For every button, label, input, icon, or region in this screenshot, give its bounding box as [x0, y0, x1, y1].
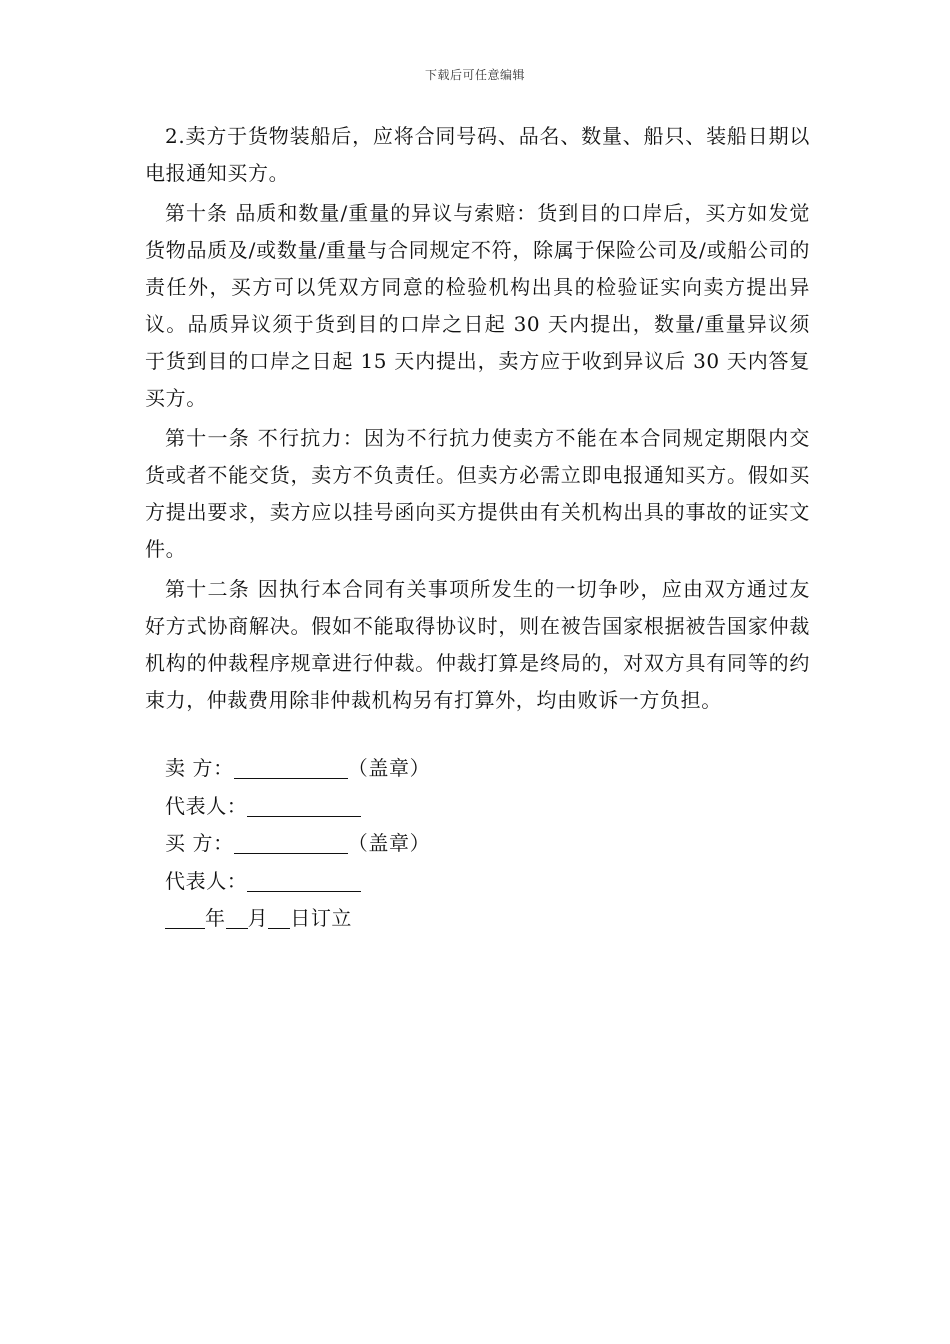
date-line [165, 900, 665, 938]
buyer-rep-line [165, 863, 665, 901]
seller-rep-blank [247, 794, 361, 817]
buyer-rep-label: 代表人： [165, 868, 248, 893]
clause-shipping-notice: 2.卖方于货物装船后，应将合同号码、品名、数量、船只、装船日期以电报通知买方。 [145, 124, 810, 185]
month-blank [226, 906, 248, 929]
seller-label: 卖 方： [165, 756, 234, 780]
buyer-rep-blank [247, 869, 361, 892]
buyer-signature-blank [234, 831, 348, 854]
buyer-seal-label: （盖章） [347, 831, 431, 855]
month-label: 月 [247, 906, 269, 930]
page-header: 下载后可任意编辑 [424, 68, 525, 82]
clause-10-quality-claims: 第十条 品质和数量/重量的异议与索赔：货到目的口岸后，买方如发觉货物品质及/或数量/重量与合同规定不符，除属于保险公司及/或船公司的责任外，买方可以凭双方同意的检验机构出具的检验证实向卖方提出异议。品质异议须于货到目的口岸之日起 30 天内提出，数量/重量异议须于货到目的口岸之日起 15 天内提出，卖方应于收到异议后 30 天内答复买方。 [145, 201, 810, 410]
day-blank [268, 906, 290, 929]
seller-rep-label: 代表人： [165, 793, 248, 818]
clause-11-force-majeure: 第十一条 不行抗力：因为不行抗力使卖方不能在本合同规定期限内交货或者不能交货，卖方不负责任。但卖方必需立即电报通知买方。假如买方提出要求，卖方应以挂号函向买方提供由有关机构出具的事故的证实文件。 [145, 426, 810, 561]
year-label: 年 [205, 906, 226, 930]
buyer-label: 买 方： [165, 831, 234, 855]
signature-block [165, 750, 665, 938]
seller-rep-line [165, 788, 665, 826]
buyer-line [165, 825, 665, 863]
seller-line [165, 750, 665, 788]
contract-body [145, 118, 810, 719]
seller-seal-label: （盖章） [347, 756, 431, 780]
day-label: 日订立 [290, 906, 353, 930]
year-blank [165, 906, 205, 929]
seller-signature-blank [234, 756, 348, 779]
clause-12-arbitration: 第十二条 因执行本合同有关事项所发生的一切争吵，应由双方通过友好方式协商解决。假如不能取得协议时，则在被告国家根据被告国家仲裁机构的仲裁程序规章进行仲裁。仲裁打算是终局的，对双方具有同等的约束力，仲裁费用除非仲裁机构另有打算外，均由败诉一方负担。 [145, 577, 810, 712]
